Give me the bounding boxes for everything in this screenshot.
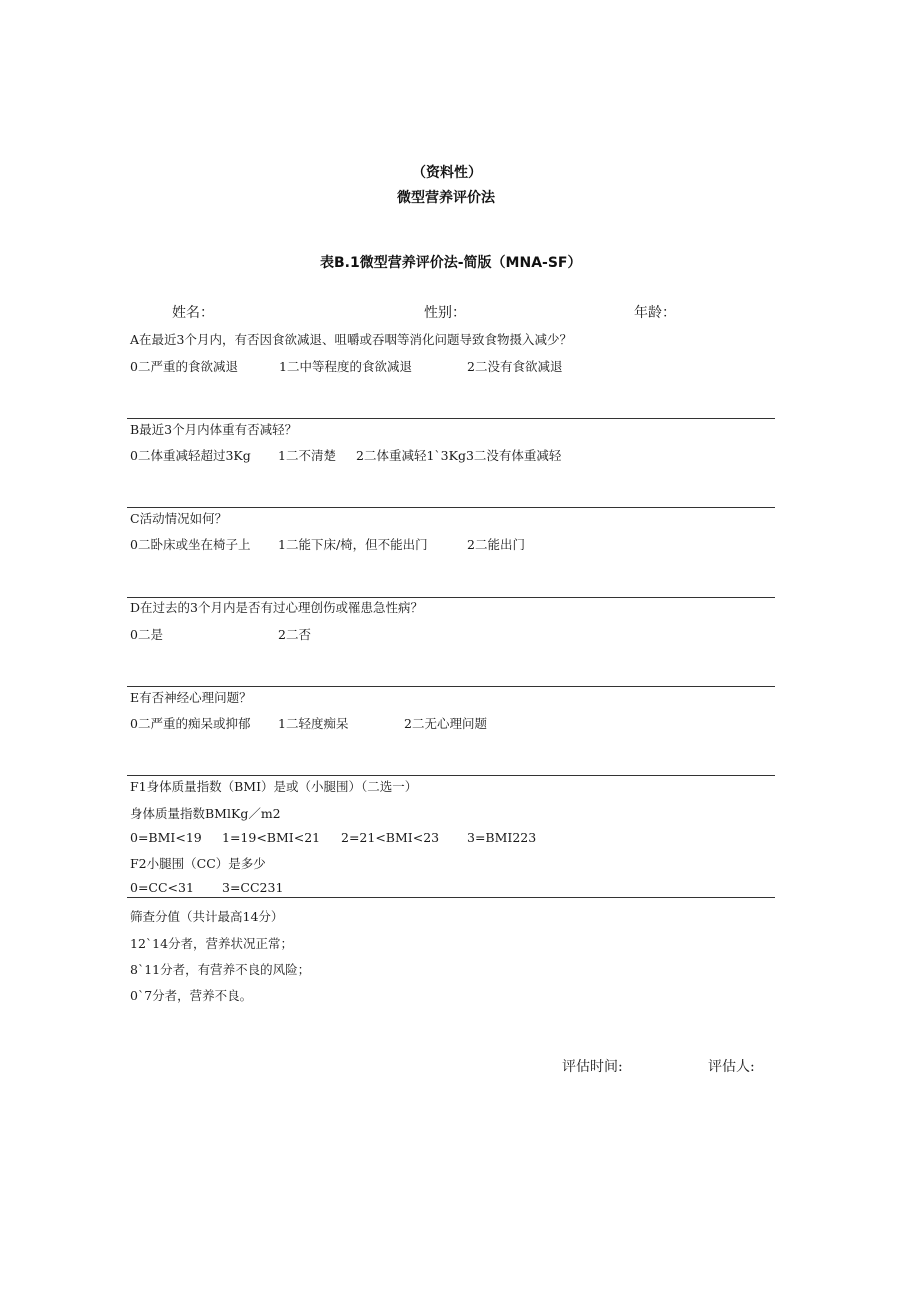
question-a: A在最近3个月内，有否因食欲减退、咀嚼或吞咽等消化问题导致食物摄入减少？	[130, 332, 572, 347]
question-b: B最近3个月内体重有否减轻？	[130, 422, 298, 437]
scoring-line-risk: 8`11分者，有营养不良的风险；	[130, 962, 311, 977]
evaluator-label: 评估人:	[708, 1059, 755, 1075]
scoring-line-normal: 12`14分者，营养状况正常；	[130, 936, 294, 951]
option-f1-1: 1=19<BMI<21	[222, 830, 321, 845]
option-f1-2: 2=21<BMI<23	[341, 830, 440, 845]
question-c: C活动情况如何？	[130, 511, 228, 526]
option-c-2: 2二能出门	[467, 537, 525, 552]
eval-time-label: 评估时间:	[562, 1059, 623, 1075]
divider-e	[127, 775, 775, 776]
option-d-1: 2二否	[278, 627, 311, 642]
option-b-2: 2二体重减轻1`3Kg3二没有体重减轻	[356, 448, 562, 463]
table-title: 表B.1微型营养评价法-简版（MNA-SF）	[320, 255, 582, 271]
option-e-0: 0二严重的痴呆或抑郁	[130, 716, 251, 731]
question-d: D在过去的3个月内是否有过心理创伤或罹患急性病？	[130, 600, 423, 615]
scoring-title: 筛查分值（共计最高14分）	[130, 909, 284, 924]
option-b-0: 0二体重减轻超过3Kg	[130, 448, 251, 463]
option-b-1: 1二不清楚	[278, 448, 336, 463]
option-a-2: 2二没有食欲减退	[467, 359, 563, 374]
appendix-note: （资料性）	[412, 165, 482, 181]
f1-formula: 身体质量指数BMlKg／m2	[130, 806, 281, 821]
sex-label: 性别：	[424, 305, 466, 321]
question-e: E有否神经心理问题？	[130, 690, 252, 705]
option-e-1: 1二轻度痴呆	[278, 716, 349, 731]
option-f2-0: 0=CC<31	[130, 880, 194, 895]
divider-a	[127, 418, 775, 419]
option-c-0: 0二卧床或坐在椅子上	[130, 537, 251, 552]
divider-f	[127, 897, 775, 898]
option-f1-3: 3=BMI223	[467, 830, 537, 845]
option-a-1: 1二中等程度的食欲减退	[279, 359, 412, 374]
divider-d	[127, 686, 775, 687]
question-f2: F2小腿围（CC）是多少	[130, 856, 266, 871]
name-label: 姓名：	[172, 305, 214, 321]
option-f1-0: 0=BMI<19	[130, 830, 202, 845]
question-f1: F1身体质量指数（BMI）是或（小腿围）（二选一）	[130, 779, 418, 794]
option-e-2: 2二无心理问题	[404, 716, 487, 731]
option-d-0: 0二是	[130, 627, 163, 642]
scoring-line-malnourished: 0`7分者，营养不良。	[130, 988, 253, 1003]
main-title: 微型营养评价法	[397, 190, 495, 206]
age-label: 年龄：	[634, 305, 676, 321]
divider-b	[127, 507, 775, 508]
option-f2-1: 3=CC231	[222, 880, 284, 895]
option-a-0: 0二严重的食欲减退	[130, 359, 238, 374]
option-c-1: 1二能下床/椅，但不能出门	[278, 537, 428, 552]
